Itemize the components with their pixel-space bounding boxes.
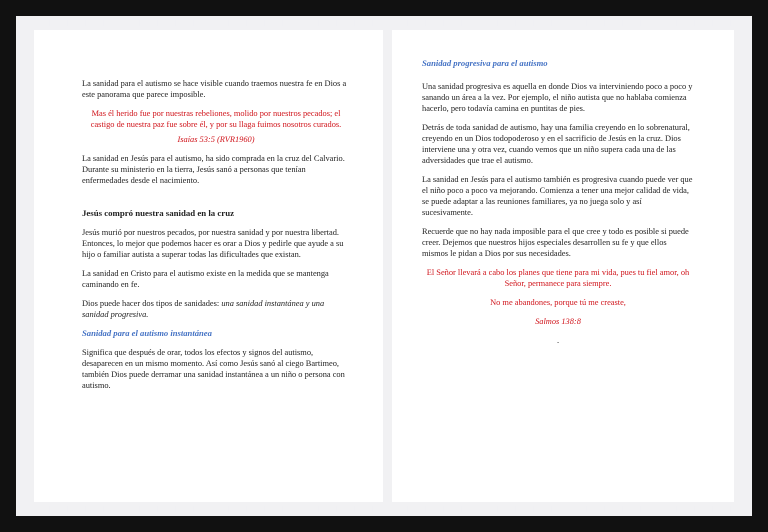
left-paragraph-4: La sanidad en Cristo para el autismo existe en la medida que se mantenga caminando en fe. xyxy=(82,269,329,289)
right-paragraph-4: Recuerde que no hay nada imposible para el que cree y todo es posible si puede creer. Dejemos que nuestros hijos especiales desarrollen su fe y que ellos mismos le pidan a Dios por sus necesidades. xyxy=(422,227,689,258)
end-dot: . xyxy=(556,336,560,345)
bible-verse: Mas él herido fue por nuestras rebeliones, molido por nuestros pecados; el castigo de nuestra paz fue sobre él, y por su llaga fuimos nosotros curados. xyxy=(90,109,342,129)
section-heading-instant: Sanidad para el autismo instantánea xyxy=(82,328,212,338)
verse-reference: Isaías 53:5 (RVR1960) xyxy=(177,135,255,144)
p5-text: Dios puede hacer dos tipos de sanidades: xyxy=(82,299,222,308)
section-heading-cross: Jesús compró nuestra sanidad en la cruz xyxy=(82,208,234,218)
p5-emphasis: una sanidad instantánea y una sanidad progresiva. xyxy=(82,299,325,319)
left-paragraph-5 xyxy=(82,298,350,320)
left-paragraph-3: Jesús murió por nuestros pecados, por nuestra sanidad y por nuestra libertad. Entonces, lo mejor que podemos hacer es orar a Dios y pedirle que ayude a su hijo o familiar autista a superar todas las dificultades que existan. xyxy=(82,228,344,259)
left-paragraph-6: Significa que después de orar, todos los efectos y signos del autismo, desaparecen en un mismo momento. Así como Jesús sanó al ciego Bartimeo, también Dios puede derramar una sanidad instantánea a un niño o persona con autismo. xyxy=(82,348,345,390)
right-paragraph-1: Una sanidad progresiva es aquella en donde Dios va interviniendo poco a poco y sanando un área a la vez. Por ejemplo, el niño autista que no hablaba comienza hacerlo, pero todavía camina en puntitas de pies. xyxy=(422,82,693,113)
right-paragraph-2: Detrás de toda sanidad de autismo, hay una familia creyendo en lo sobrenatural, creyendo en un Dios todopoderoso y en el sacrificio de Jesús en la cruz. Dios interviene una y otra vez, cuando vemos que un niño supera cada una de las adversidades que trae el autismo. xyxy=(422,123,690,165)
closing-verse-2: No me abandones, porque tú me creaste, xyxy=(490,298,626,307)
closing-verse-reference: Salmos 138:8 xyxy=(535,317,581,326)
right-paragraph-3: La sanidad en Jesús para el autismo también es progresiva cuando puede ver que el niño poco a poco va mejorando. Comienza a tener una mejor calidad de vida, se puede adaptar a las reuniones familiares, ya no juega solo y así sucesivamente. xyxy=(422,175,693,217)
right-page xyxy=(392,30,734,502)
left-page xyxy=(34,30,383,502)
closing-verse-1: El Señor llevará a cabo los planes que tiene para mi vida, pues tu fiel amor, oh Señor, permanece para siempre. xyxy=(426,268,690,288)
right-page-content xyxy=(422,58,694,346)
left-paragraph-2: La sanidad en Jesús para el autismo, ha sido comprada en la cruz del Calvario. Durante su ministerio en la tierra, Jesús sanó a personas que tenían enfermedades desde el nacimiento. xyxy=(82,154,345,185)
left-paragraph-1: La sanidad para el autismo se hace visible cuando traemos nuestra fe en Dios a este panorama que parece imposible. xyxy=(82,79,347,99)
left-page-content xyxy=(82,78,350,399)
section-heading-progressive: Sanidad progresiva para el autismo xyxy=(422,58,548,68)
